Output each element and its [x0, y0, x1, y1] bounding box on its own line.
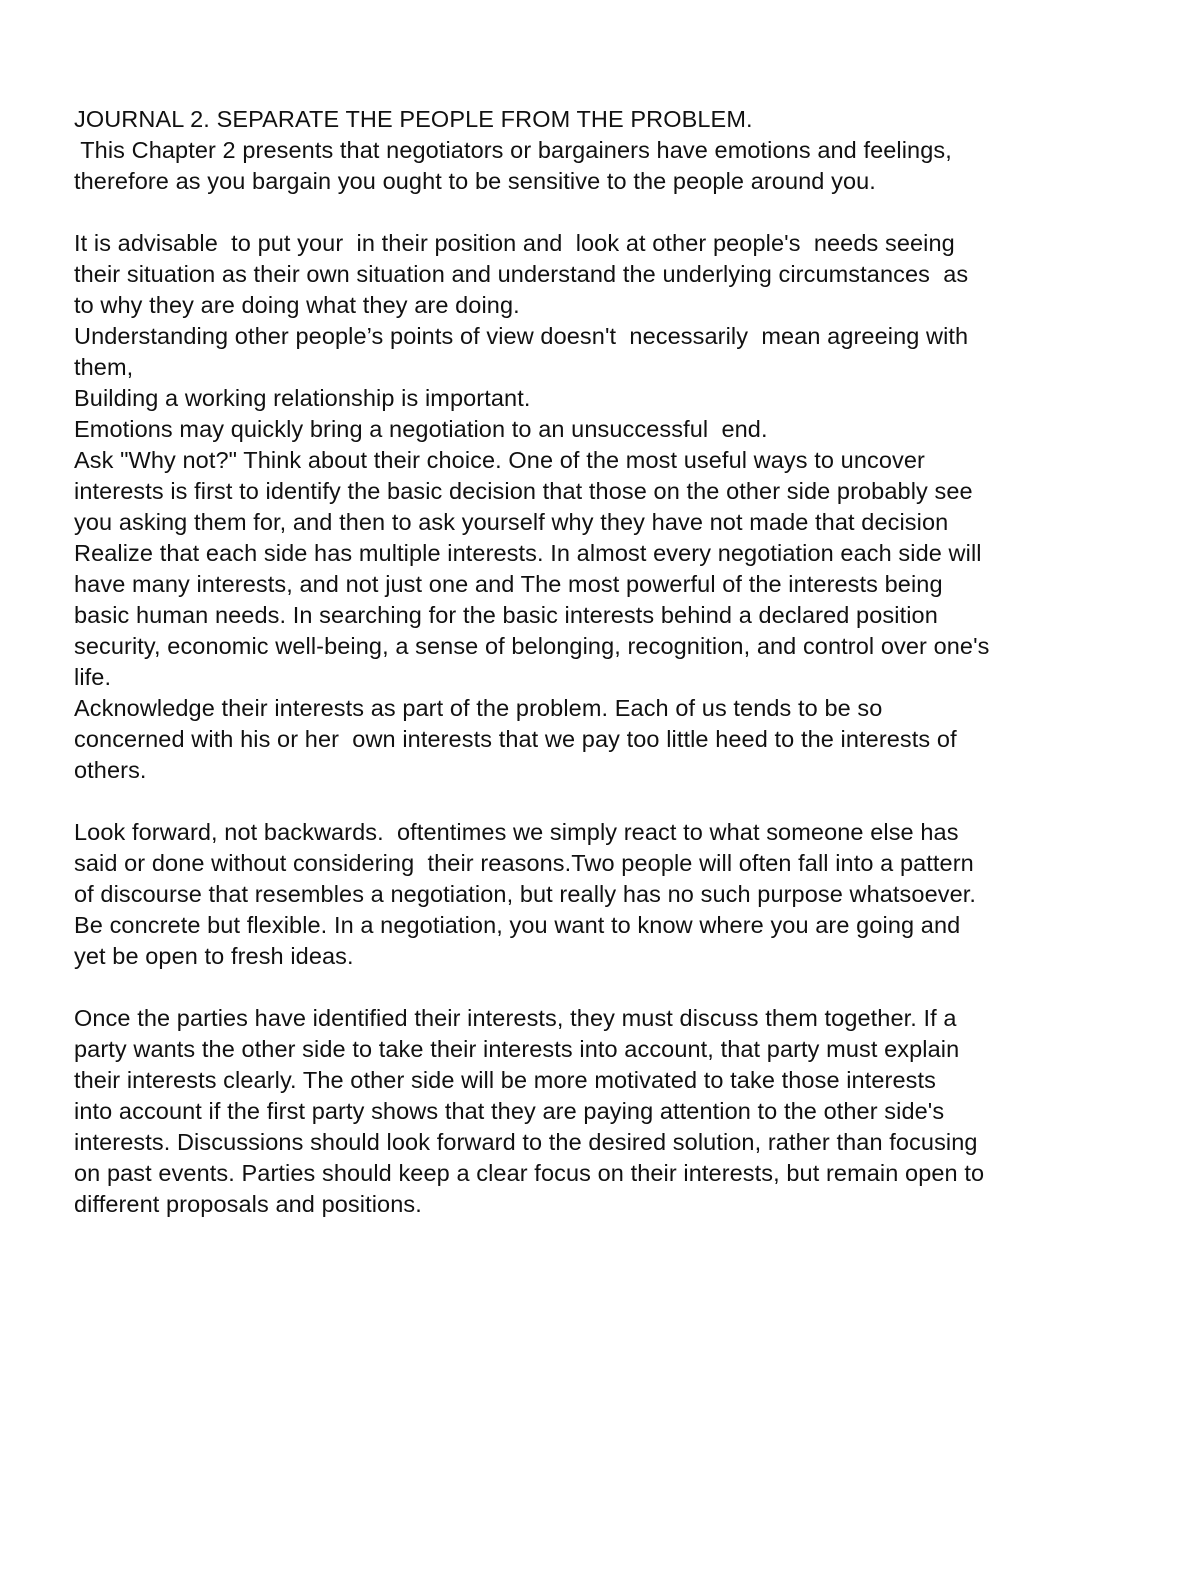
paragraph-line: different proposals and positions. [74, 1191, 422, 1217]
document-body [74, 104, 1164, 1220]
paragraph-line: their interests clearly. The other side will be more motivated to take those interests [74, 1067, 936, 1093]
paragraph-spacer [74, 972, 1164, 1003]
paragraph-line: their situation as their own situation and understand the underlying circumstances as [74, 261, 969, 287]
paragraph-4 [74, 1003, 1164, 1220]
paragraph-line: Understanding other people’s points of view doesn't necessarily mean agreeing with [74, 323, 969, 349]
paragraph-line: Acknowledge their interests as part of the problem. Each of us tends to be so [74, 695, 883, 721]
paragraph-line: Be concrete but flexible. In a negotiation, you want to know where you are going and [74, 912, 961, 938]
paragraph-line: to why they are doing what they are doing. [74, 292, 520, 318]
paragraph-line: Realize that each side has multiple interests. In almost every negotiation each side will [74, 540, 982, 566]
paragraph-line: have many interests, and not just one and The most powerful of the interests being [74, 571, 943, 597]
paragraph-spacer [74, 197, 1164, 228]
paragraph-line: them, [74, 354, 134, 380]
paragraph-line: yet be open to fresh ideas. [74, 943, 354, 969]
paragraph-line: party wants the other side to take their interests into account, that party must explain [74, 1036, 960, 1062]
paragraph-line: into account if the first party shows that they are paying attention to the other side's [74, 1098, 945, 1124]
paragraph-line: therefore as you bargain you ought to be sensitive to the people around you. [74, 168, 876, 194]
paragraph-line: Look forward, not backwards. oftentimes we simply react to what someone else has [74, 819, 959, 845]
paragraph-3 [74, 817, 1164, 972]
paragraph-line: Emotions may quickly bring a negotiation to an unsuccessful end. [74, 416, 768, 442]
paragraph-spacer [74, 786, 1164, 817]
paragraph-line: of discourse that resembles a negotiation, but really has no such purpose whatsoever. [74, 881, 977, 907]
document-title: JOURNAL 2. SEPARATE THE PEOPLE FROM THE PROBLEM. [74, 106, 753, 132]
paragraph-line: This Chapter 2 presents that negotiators or bargainers have emotions and feelings, [74, 137, 952, 163]
paragraph-line: security, economic well-being, a sense of belonging, recognition, and control over one's [74, 633, 990, 659]
paragraph-line: others. [74, 757, 147, 783]
paragraph-line: Building a working relationship is important. [74, 385, 531, 411]
paragraph-line: Ask "Why not?" Think about their choice. One of the most useful ways to uncover [74, 447, 925, 473]
paragraph-line: interests. Discussions should look forward to the desired solution, rather than focusing [74, 1129, 978, 1155]
paragraph-line: life. [74, 664, 112, 690]
paragraph-line: interests is first to identify the basic decision that those on the other side probably see [74, 478, 973, 504]
paragraph-line: Once the parties have identified their interests, they must discuss them together. If a [74, 1005, 957, 1031]
paragraph-line: concerned with his or her own interests that we pay too little heed to the interests of [74, 726, 957, 752]
paragraph-line: basic human needs. In searching for the basic interests behind a declared position [74, 602, 938, 628]
paragraph-line: you asking them for, and then to ask yourself why they have not made that decision [74, 509, 949, 535]
paragraph-line: It is advisable to put your in their position and look at other people's needs seeing [74, 230, 955, 256]
paragraph-1 [74, 135, 1164, 197]
paragraph-line: said or done without considering their reasons.Two people will often fall into a pattern [74, 850, 974, 876]
paragraph-line: on past events. Parties should keep a clear focus on their interests, but remain open to [74, 1160, 985, 1186]
paragraph-2 [74, 228, 1164, 786]
